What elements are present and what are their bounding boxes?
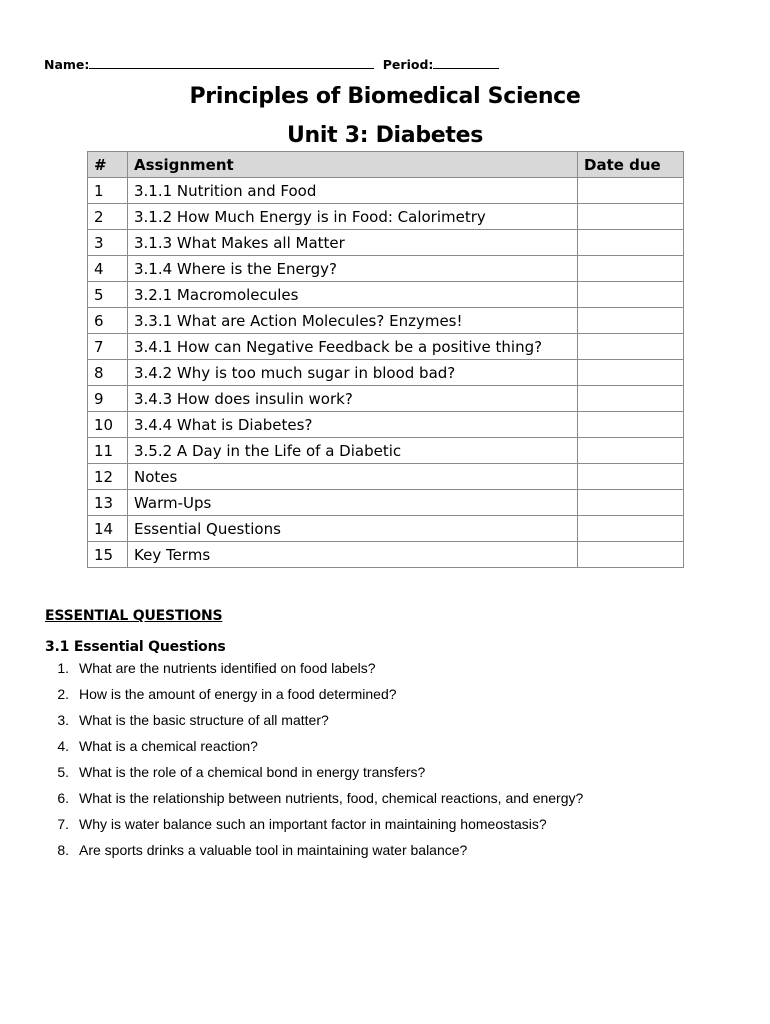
student-header: [44, 56, 503, 72]
assignment-cell: Notes: [128, 464, 578, 490]
row-number: 3: [88, 230, 128, 256]
question-text: Why is water balance such an important factor in maintaining homeostasis?: [79, 816, 547, 832]
table-row: [88, 412, 684, 438]
row-number: 4: [88, 256, 128, 282]
table-row: [88, 334, 684, 360]
table-row: [88, 256, 684, 282]
assignment-table: [87, 151, 684, 568]
unit-title: Unit 3: Diabetes: [286, 123, 484, 148]
date-due-cell[interactable]: [578, 282, 684, 308]
list-item: [45, 762, 583, 788]
essential-questions-heading: ESSENTIAL QUESTIONS: [45, 608, 223, 624]
question-text: What is the basic structure of all matter?: [79, 712, 329, 728]
list-item: [45, 788, 583, 814]
question-text: What is a chemical reaction?: [79, 738, 258, 754]
row-number: 6: [88, 308, 128, 334]
table-row: [88, 178, 684, 204]
assignment-cell: 3.4.2 Why is too much sugar in blood bad?: [128, 360, 578, 386]
date-due-cell[interactable]: [578, 542, 684, 568]
date-due-cell[interactable]: [578, 386, 684, 412]
list-item: [45, 736, 583, 762]
question-number: 7.: [57, 816, 69, 832]
question-number: 3.: [57, 712, 69, 728]
name-label: Name:: [44, 57, 90, 72]
table-row: [88, 386, 684, 412]
row-number: 14: [88, 516, 128, 542]
table-row: [88, 490, 684, 516]
assignment-cell: 3.2.1 Macromolecules: [128, 282, 578, 308]
date-due-cell[interactable]: [578, 516, 684, 542]
assignment-cell: 3.5.2 A Day in the Life of a Diabetic: [128, 438, 578, 464]
assignment-cell: 3.4.4 What is Diabetes?: [128, 412, 578, 438]
table-row: [88, 516, 684, 542]
list-item: [45, 658, 583, 684]
table-row: [88, 360, 684, 386]
question-text: What is the role of a chemical bond in energy transfers?: [79, 764, 426, 780]
question-text: What is the relationship between nutrients, food, chemical reactions, and energy?: [79, 790, 584, 806]
question-number: 2.: [57, 686, 69, 702]
question-number: 6.: [57, 790, 69, 806]
row-number: 15: [88, 542, 128, 568]
date-due-cell[interactable]: [578, 412, 684, 438]
assignment-cell: 3.4.3 How does insulin work?: [128, 386, 578, 412]
table-row: [88, 542, 684, 568]
question-number: 8.: [57, 842, 69, 858]
question-number: 5.: [57, 764, 69, 780]
assignment-cell: 3.1.3 What Makes all Matter: [128, 230, 578, 256]
column-header-number: #: [88, 152, 128, 178]
date-due-cell[interactable]: [578, 178, 684, 204]
list-item: [45, 840, 583, 866]
question-text: How is the amount of energy in a food determined?: [79, 686, 397, 702]
date-due-cell[interactable]: [578, 308, 684, 334]
table-row: [88, 308, 684, 334]
essential-questions-list: [45, 658, 583, 866]
table-row: [88, 464, 684, 490]
date-due-cell[interactable]: [578, 256, 684, 282]
row-number: 1: [88, 178, 128, 204]
essential-questions-subheading: 3.1 Essential Questions: [45, 639, 226, 655]
assignment-cell: Warm-Ups: [128, 490, 578, 516]
question-number: 1.: [57, 660, 69, 676]
date-due-cell[interactable]: [578, 360, 684, 386]
assignment-cell: Essential Questions: [128, 516, 578, 542]
assignment-cell: 3.1.2 How Much Energy is in Food: Calorimetry: [128, 204, 578, 230]
row-number: 12: [88, 464, 128, 490]
assignment-cell: Key Terms: [128, 542, 578, 568]
table-header-row: [88, 152, 684, 178]
row-number: 11: [88, 438, 128, 464]
list-item: [45, 710, 583, 736]
row-number: 9: [88, 386, 128, 412]
name-field[interactable]: [89, 56, 374, 69]
date-due-cell[interactable]: [578, 490, 684, 516]
question-text: What are the nutrients identified on food labels?: [79, 660, 376, 676]
row-number: 10: [88, 412, 128, 438]
table-row: [88, 204, 684, 230]
question-number: 4.: [57, 738, 69, 754]
period-field[interactable]: [433, 56, 499, 69]
table-row: [88, 230, 684, 256]
row-number: 5: [88, 282, 128, 308]
table-row: [88, 438, 684, 464]
date-due-cell[interactable]: [578, 334, 684, 360]
assignment-cell: 3.4.1 How can Negative Feedback be a positive thing?: [128, 334, 578, 360]
page-title: Principles of Biomedical Science: [189, 84, 581, 109]
date-due-cell[interactable]: [578, 204, 684, 230]
list-item: [45, 684, 583, 710]
table-row: [88, 282, 684, 308]
period-label: Period:: [382, 57, 434, 72]
date-due-cell[interactable]: [578, 230, 684, 256]
row-number: 2: [88, 204, 128, 230]
row-number: 7: [88, 334, 128, 360]
column-header-date-due: Date due: [578, 152, 684, 178]
assignment-cell: 3.1.1 Nutrition and Food: [128, 178, 578, 204]
question-text: Are sports drinks a valuable tool in maintaining water balance?: [79, 842, 468, 858]
assignment-cell: 3.3.1 What are Action Molecules? Enzymes!: [128, 308, 578, 334]
column-header-assignment: Assignment: [128, 152, 578, 178]
date-due-cell[interactable]: [578, 438, 684, 464]
row-number: 13: [88, 490, 128, 516]
row-number: 8: [88, 360, 128, 386]
date-due-cell[interactable]: [578, 464, 684, 490]
assignment-cell: 3.1.4 Where is the Energy?: [128, 256, 578, 282]
list-item: [45, 814, 583, 840]
